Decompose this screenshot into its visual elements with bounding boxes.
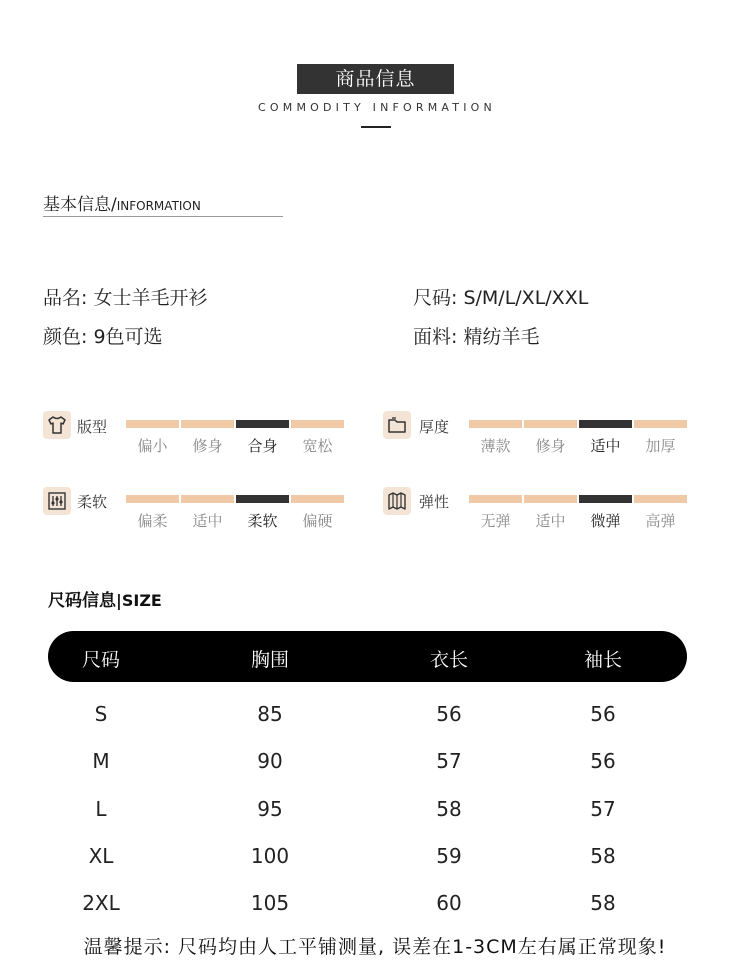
folder-icon — [383, 411, 411, 439]
table-cell: 58 — [590, 844, 616, 868]
scale-bar — [126, 495, 179, 503]
scale-bar — [634, 420, 687, 428]
basic-info-heading-en: INFORMATION — [116, 199, 201, 213]
table-cell: 58 — [590, 891, 616, 915]
scale-bar — [291, 420, 344, 428]
scale-bar — [126, 420, 179, 428]
product-size: 尺码: S/M/L/XL/XXL — [413, 287, 589, 309]
scale-bar-selected — [579, 420, 632, 428]
scale-bar — [524, 420, 577, 428]
table-cell: 60 — [436, 891, 462, 915]
attribute-label: 版型 — [77, 418, 108, 436]
attribute-label: 柔软 — [77, 493, 108, 511]
table-cell: 90 — [257, 749, 283, 773]
table-cell: L — [95, 797, 107, 821]
scale-option: 宽松 — [302, 437, 333, 455]
scale-bar — [181, 495, 234, 503]
stretch-icon — [383, 487, 411, 515]
scale-option: 修身 — [535, 437, 566, 455]
section-title: 商品信息 — [297, 64, 454, 94]
product-fabric: 面料: 精纺羊毛 — [413, 326, 540, 348]
attribute-label: 厚度 — [419, 418, 450, 436]
scale-option: 无弹 — [480, 512, 511, 530]
table-cell: 95 — [257, 797, 283, 821]
scale-option: 适中 — [192, 512, 223, 530]
table-cell: 85 — [257, 702, 283, 726]
table-cell: 57 — [590, 797, 616, 821]
sliders-icon — [43, 487, 71, 515]
scale-option-selected: 柔软 — [247, 512, 278, 530]
column-header-size: 尺码 — [81, 649, 120, 671]
scale-bar-selected — [236, 495, 289, 503]
size-table-header — [48, 631, 687, 682]
scale-option: 偏柔 — [137, 512, 168, 530]
size-info-heading-en: |SIZE — [116, 591, 162, 610]
attribute-label: 弹性 — [419, 493, 450, 511]
column-header-chest: 胸围 — [250, 649, 289, 671]
scale-bar — [634, 495, 687, 503]
product-color: 颜色: 9色可选 — [43, 326, 163, 348]
scale-bar — [469, 420, 522, 428]
table-cell: 2XL — [82, 891, 120, 915]
scale-bar — [469, 495, 522, 503]
scale-option-selected: 合身 — [247, 437, 278, 455]
scale-bar — [524, 495, 577, 503]
basic-info-heading — [43, 190, 201, 215]
tshirt-icon — [43, 411, 71, 439]
scale-option: 高弹 — [645, 512, 676, 530]
scale-bar — [291, 495, 344, 503]
section-subtitle: COMMODITY INFORMATION — [258, 101, 496, 114]
scale-bar — [181, 420, 234, 428]
basic-info-divider — [43, 216, 283, 217]
scale-option: 薄款 — [480, 437, 511, 455]
scale-option: 偏硬 — [302, 512, 333, 530]
scale-option-selected: 适中 — [590, 437, 621, 455]
table-cell: 56 — [590, 749, 616, 773]
table-cell: 105 — [250, 891, 290, 915]
table-cell: 57 — [436, 749, 462, 773]
table-cell: 56 — [590, 702, 616, 726]
size-info-heading — [48, 586, 162, 611]
title-underline — [361, 126, 391, 128]
table-cell: XL — [88, 844, 114, 868]
scale-option: 加厚 — [645, 437, 676, 455]
measurement-note: 温馨提示: 尺码均由人工平铺测量, 误差在1-3CM左右属正常现象! — [83, 936, 667, 958]
table-cell: 100 — [250, 844, 290, 868]
product-name: 品名: 女士羊毛开衫 — [43, 287, 208, 309]
scale-option: 修身 — [192, 437, 223, 455]
table-cell: 58 — [436, 797, 462, 821]
column-header-sleeve: 袖长 — [583, 649, 622, 671]
table-cell: 56 — [436, 702, 462, 726]
table-cell: M — [92, 749, 110, 773]
scale-option-selected: 微弹 — [590, 512, 621, 530]
size-info-heading-cn: 尺码信息 — [48, 591, 116, 611]
scale-bar-selected — [579, 495, 632, 503]
scale-option: 偏小 — [137, 437, 168, 455]
scale-option: 适中 — [535, 512, 566, 530]
table-cell: S — [94, 702, 108, 726]
scale-bar-selected — [236, 420, 289, 428]
column-header-length: 衣长 — [429, 649, 468, 671]
table-cell: 59 — [436, 844, 462, 868]
basic-info-heading-cn: 基本信息/ — [43, 195, 117, 215]
